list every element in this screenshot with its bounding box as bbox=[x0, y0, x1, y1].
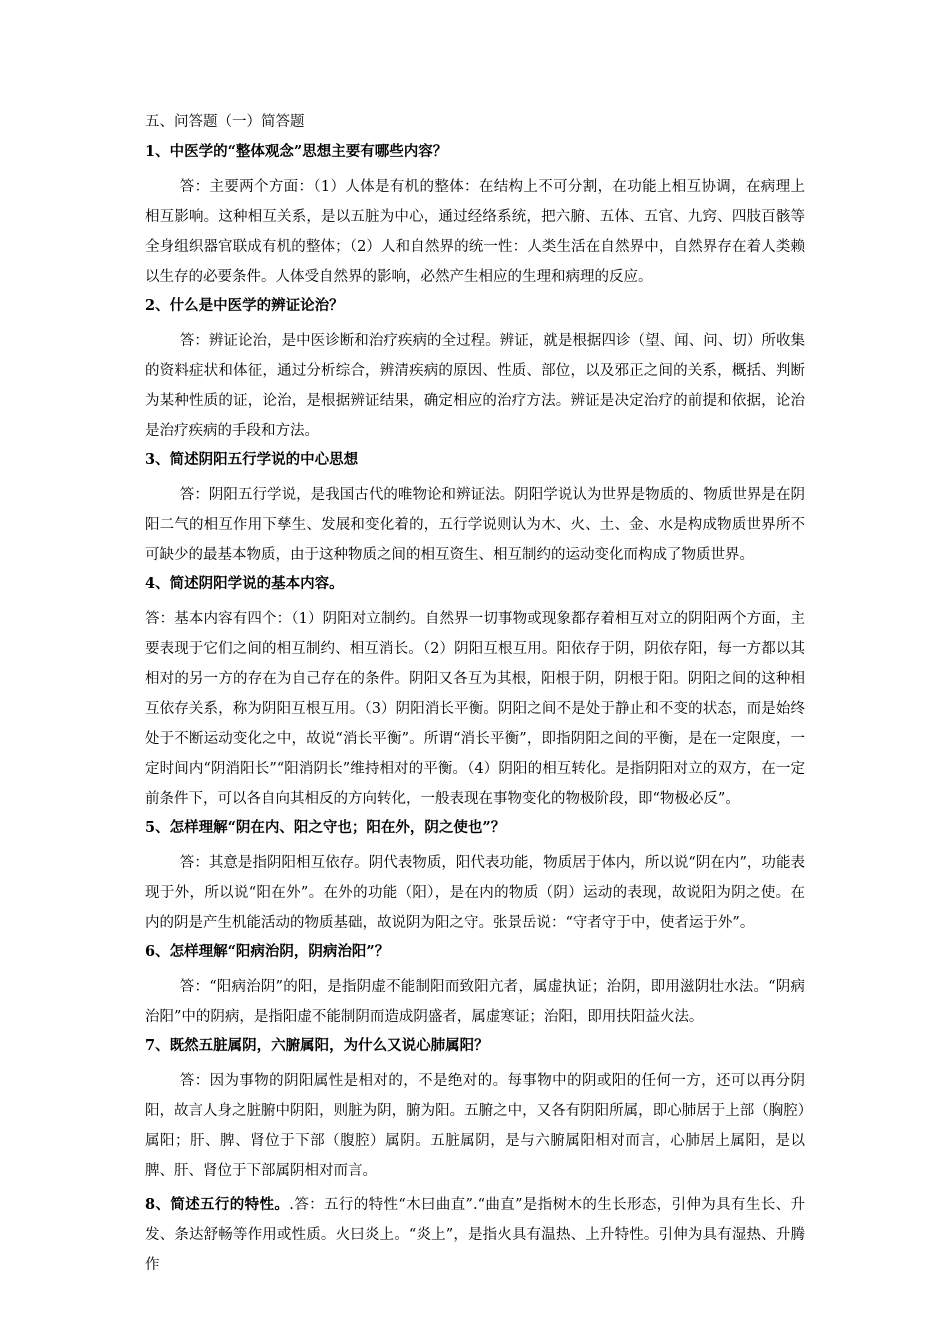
question-7: 7、既然五脏属阴，六腑属阳，为什么又说心肺属阳？ bbox=[145, 1037, 489, 1054]
question-4: 4、简述阴阳学说的基本内容。 bbox=[145, 575, 344, 592]
document-content bbox=[145, 112, 805, 1284]
question-6: 6、怎样理解“阳病治阴，阴病治阳”？ bbox=[145, 943, 390, 960]
question-3: 3、简述阴阳五行学说的中心思想 bbox=[145, 451, 359, 468]
question-2: 2、什么是中医学的辨证论治？ bbox=[145, 297, 344, 314]
answer-5: 答：其意是指阴阳相互依存。阴代表物质，阳代表功能，物质居于体内，所以说“阴在内”，功能表现于外，所以说“阳在外”。在外的功能（阳），是在内的物质（阴）运动的表现，故说阳为阴之使。在内的阴是产生机能活动的物质基础，故说阴为阳之守。张景岳说：“守者守于中，使者运于外”。 bbox=[145, 855, 805, 931]
answer-1: 答：主要两个方面：（1）人体是有机的整体：在结构上不可分割，在功能上相互协调，在病理上相互影响。这种相互关系，是以五脏为中心，通过经络系统，把六腑、五体、五官、九窍、四肢百骸等全身组织器官联成有机的整体；（2）人和自然界的统一性：人类生活在自然界中，自然界存在着人类赖以生存的必要条件。人体受自然界的影响，必然产生相应的生理和病理的反应。 bbox=[145, 179, 805, 285]
answer-7: 答：因为事物的阴阳属性是相对的，不是绝对的。每事物中的阴或阳的任何一方，还可以再分阴阳，故言人身之脏腑中阴阳，则脏为阴，腑为阳。五腑之中，又各有阴阳所属，即心肺居于上部（胸腔）属阳；肝、脾、肾位于下部（腹腔）属阴。五脏属阴，是与六腑属阳相对而言，心肺居上属阳，是以脾、肝、肾位于下部属阴相对而言。 bbox=[145, 1073, 805, 1179]
question-8: 8、简述五行的特性。 bbox=[145, 1196, 290, 1213]
answer-3: 答：阴阳五行学说，是我国古代的唯物论和辨证法。阴阳学说认为世界是物质的、物质世界是在阴阳二气的相互作用下孳生、发展和变化着的，五行学说则认为木、火、土、金、水是构成物质世界所不可缺少的最基本物质，由于这种物质之间的相互资生、相互制约的运动变化而构成了物质世界。 bbox=[145, 487, 805, 563]
answer-6: 答：“阳病治阴”的阳，是指阴虚不能制阳而致阳亢者，属虚执证；治阴，即用滋阴壮水法。“阴病治阳”中的阴病，是指阳虚不能制阴而造成阴盛者，属虚寒证；治阳，即用扶阳益火法。 bbox=[145, 979, 805, 1025]
answer-8: .答：五行的特性“木曰曲直”.“曲直”是指树木的生长形态，引伸为具有生长、升发、条达舒畅等作用或性质。火曰炎上。“炎上”，是指火具有温热、上升特性。引伸为具有湿热、升腾作 bbox=[145, 1197, 805, 1273]
question-1: 1、中医学的“整体观念”思想主要有哪些内容？ bbox=[145, 143, 448, 160]
question-5: 5、怎样理解“阴在内、阳之守也；阳在外，阴之使也”？ bbox=[145, 819, 506, 836]
answer-4: 答：基本内容有四个：（1）阴阳对立制约。自然界一切事物或现象都存着相互对立的阴阳两个方面，主要表现于它们之间的相互制约、相互消长。（2）阴阳互根互用。阳依存于阴，阴依存阳，每一方都以其相对的另一方的存在为自己存在的条件。阴阳又各互为其根，阳根于阴，阴根于阳。阴阳之间的这种相互依存关系，称为阴阳互根互用。（3）阴阳消长平衡。阴阳之间不是处于静止和不变的状态，而是始终处于不断运动变化之中，故说“消长平衡”。所谓“消长平衡”，即指阴阳之间的平衡，是在一定限度，一定时间内“阴消阳长”“阳消阴长”维持相对的平衡。（4）阴阳的相互转化。是指阴阳对立的双方，在一定前条件下，可以各自向其相反的方向转化，一般表现在事物变化的物极阶段，即“物极必反”。 bbox=[145, 611, 805, 807]
section-title: 五、问答题（一）简答题 bbox=[145, 114, 305, 130]
question-8-paragraph bbox=[145, 1190, 805, 1280]
answer-2: 答：辨证论治，是中医诊断和治疗疾病的全过程。辨证，就是根据四诊（望、闻、问、切）所收集的资料症状和体征，通过分析综合，辨清疾病的原因、性质、部位，以及邪正之间的关系，概括、判断为某种性质的证，论治，是根据辨证结果，确定相应的治疗方法。辨证是决定治疗的前提和依据，论治是治疗疾病的手段和方法。 bbox=[145, 333, 805, 439]
